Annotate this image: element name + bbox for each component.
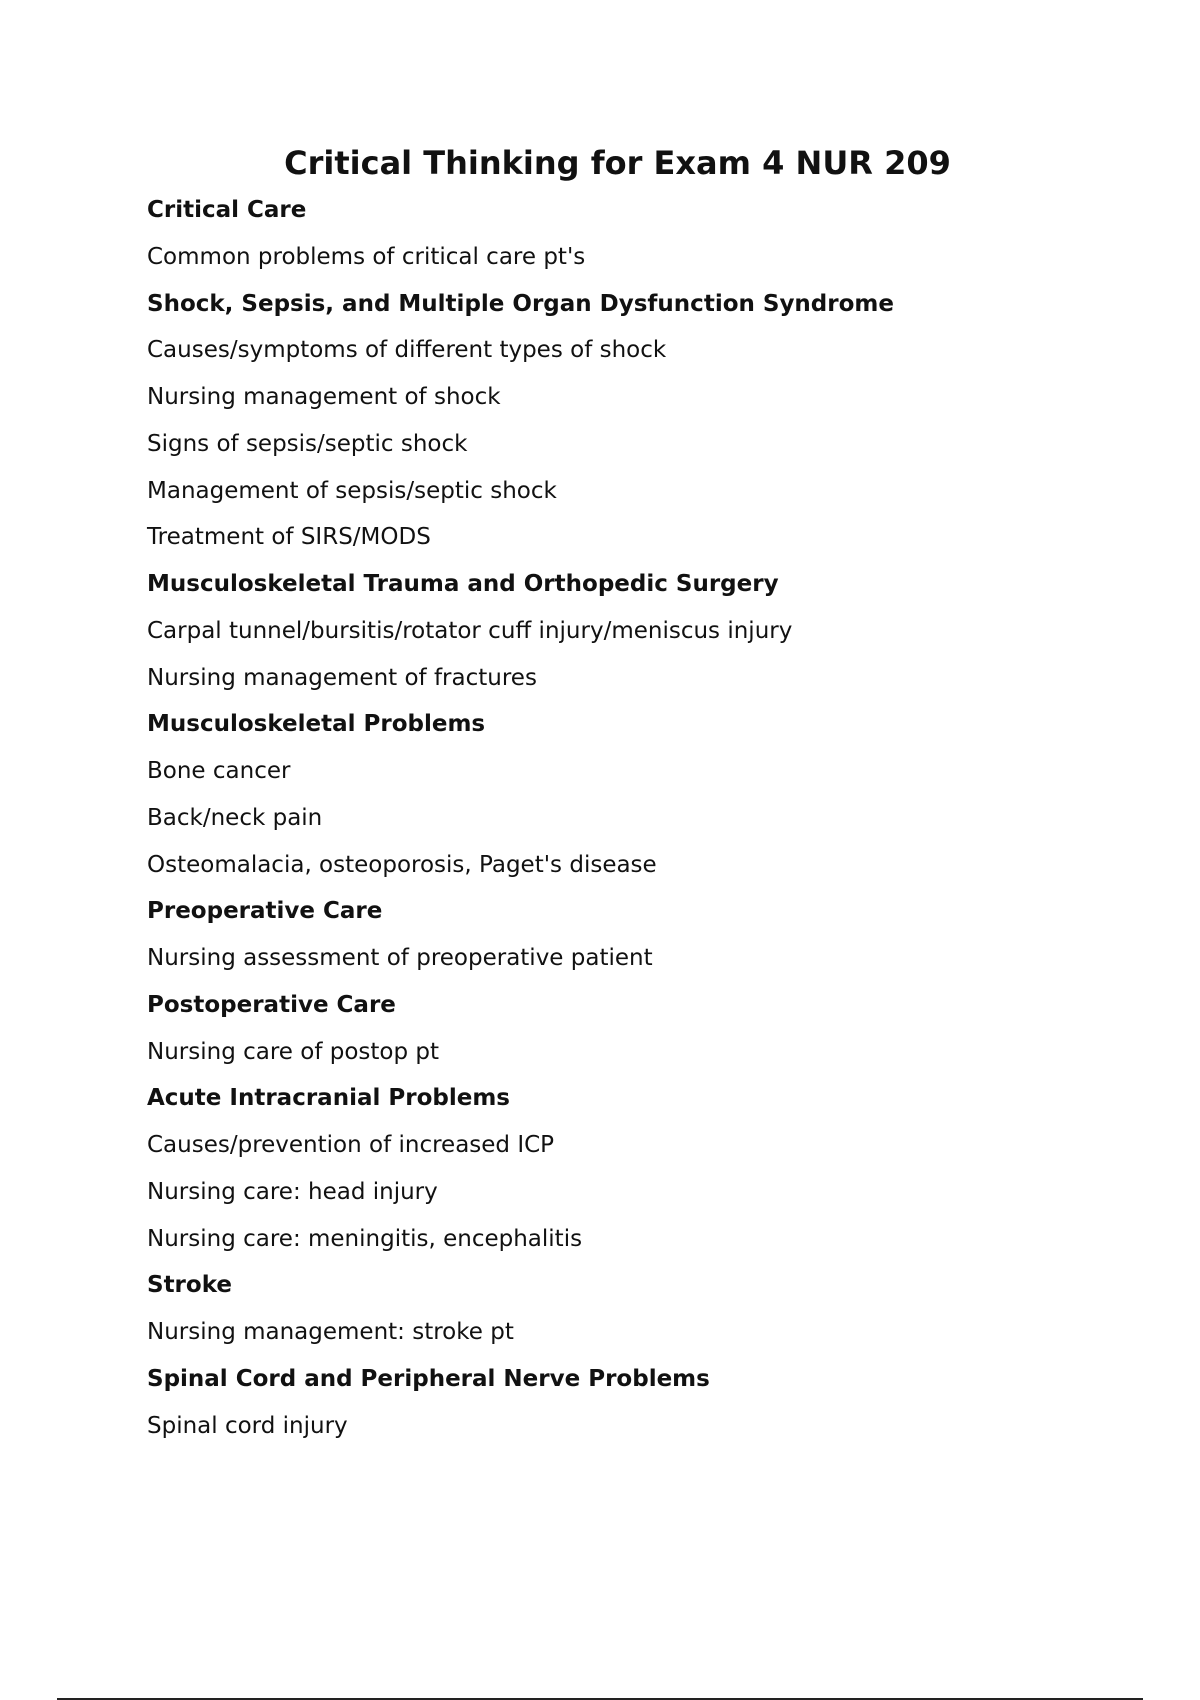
topic-item: Causes/symptoms of different types of shock bbox=[147, 337, 667, 364]
section-heading: Acute Intracranial Problems bbox=[147, 1085, 510, 1112]
section-heading: Postoperative Care bbox=[147, 991, 396, 1018]
topic-item: Nursing management of fractures bbox=[147, 664, 537, 691]
topic-item: Nursing management of shock bbox=[147, 384, 501, 410]
section-heading: Critical Care bbox=[147, 197, 307, 223]
topic-item: Carpal tunnel/bursitis/rotator cuff injury/meniscus injury bbox=[147, 617, 793, 644]
topic-item: Common problems of critical care pt's bbox=[147, 243, 586, 270]
topic-item: Nursing care of postop pt bbox=[147, 1038, 440, 1065]
section-heading: Stroke bbox=[147, 1272, 232, 1299]
topic-item: Spinal cord injury bbox=[147, 1412, 348, 1439]
section-heading: Preoperative Care bbox=[147, 898, 383, 925]
section-heading: Musculoskeletal Problems bbox=[147, 711, 486, 738]
topic-item: Signs of sepsis/septic shock bbox=[147, 430, 468, 457]
topic-item: Nursing care: head injury bbox=[147, 1178, 438, 1205]
document-title: Critical Thinking for Exam 4 NUR 209 bbox=[284, 144, 951, 182]
topic-item: Causes/prevention of increased ICP bbox=[147, 1132, 555, 1158]
section-heading: Musculoskeletal Trauma and Orthopedic Surgery bbox=[147, 571, 779, 597]
topic-item: Nursing management: stroke pt bbox=[147, 1319, 514, 1345]
topic-item: Back/neck pain bbox=[147, 804, 323, 831]
topic-item: Nursing care: meningitis, encephalitis bbox=[147, 1225, 583, 1252]
section-heading: Spinal Cord and Peripheral Nerve Problems bbox=[147, 1365, 710, 1392]
topic-outline bbox=[147, 198, 894, 1460]
topic-item: Treatment of SIRS/MODS bbox=[147, 524, 431, 551]
topic-item: Osteomalacia, osteoporosis, Paget's disease bbox=[147, 851, 657, 878]
topic-item: Management of sepsis/septic shock bbox=[147, 477, 557, 504]
topic-item: Nursing assessment of preoperative patient bbox=[147, 945, 653, 971]
topic-item: Bone cancer bbox=[147, 758, 291, 784]
section-heading: Shock, Sepsis, and Multiple Organ Dysfunction Syndrome bbox=[147, 290, 894, 317]
